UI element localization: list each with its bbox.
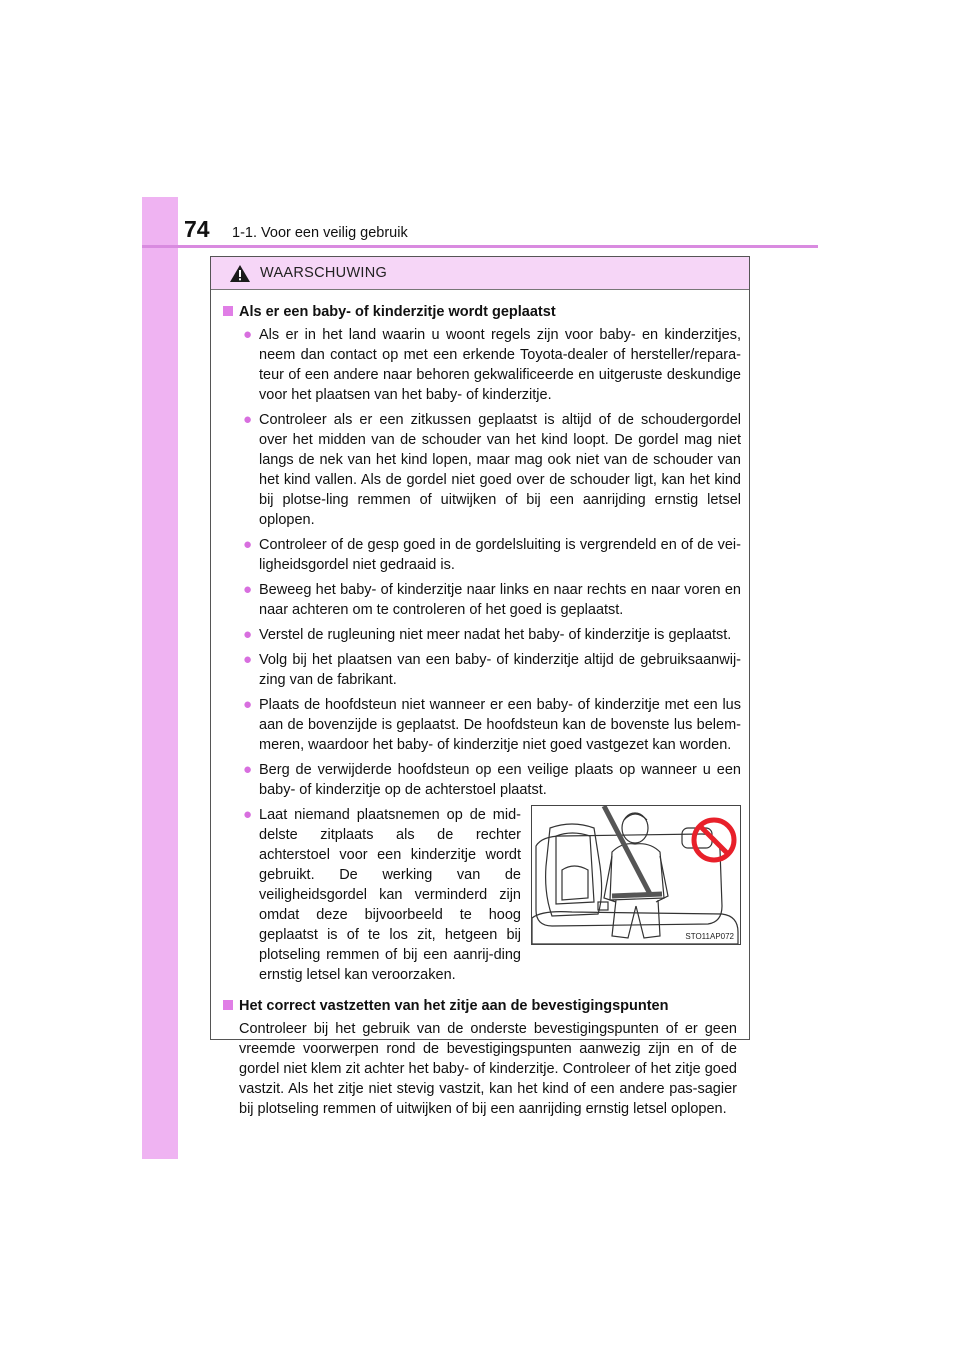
warning-header bbox=[211, 257, 749, 290]
list-item bbox=[241, 625, 741, 645]
illustration-child-seat bbox=[531, 805, 741, 945]
square-bullet-icon bbox=[223, 306, 233, 316]
child-seat-illustration bbox=[532, 806, 740, 944]
list-item bbox=[241, 410, 741, 530]
list-item bbox=[241, 695, 741, 755]
bullet-list bbox=[223, 325, 741, 990]
circle-bullet-icon: ● bbox=[243, 626, 253, 643]
list-item-text: Beweeg het baby- of kinderzitje naar links en naar rechts en naar voren en naar achteren om te controleren of het goed is geplaatst. bbox=[259, 582, 741, 618]
circle-bullet-icon: ● bbox=[243, 326, 253, 343]
section-heading bbox=[223, 996, 741, 1016]
side-tab-strip bbox=[142, 197, 178, 1159]
list-item-text: Volg bij het plaatsen van een baby- of kinderzitje altijd de gebruiksaanwij-zing van de fabrikant. bbox=[259, 652, 741, 688]
list-item bbox=[241, 805, 521, 985]
circle-bullet-icon: ● bbox=[243, 761, 253, 778]
warning-content bbox=[211, 290, 749, 1119]
list-item bbox=[241, 580, 741, 620]
figure-code: STO11AP072 bbox=[685, 932, 734, 941]
square-bullet-icon bbox=[223, 1000, 233, 1010]
list-item bbox=[241, 760, 741, 800]
chapter-title: 1-1. Voor een veilig gebruik bbox=[232, 225, 408, 241]
warning-box bbox=[210, 256, 750, 1117]
warning-triangle-icon bbox=[229, 264, 251, 283]
circle-bullet-icon: ● bbox=[243, 581, 253, 598]
list-item-text: Controleer of de gesp goed in de gordelsluiting is vergrendeld en of de vei-ligheidsgordel niet gedraaid is. bbox=[259, 537, 741, 573]
header-rule bbox=[142, 245, 818, 248]
section-heading bbox=[223, 302, 741, 322]
list-item-text: Laat niemand plaatsnemen op de mid-delste zitplaats als de rechter achterstoel voor een kinderzitje wordt gebruikt. De werking van de veiligheidsgordel kan verminderd zijn omdat deze bijvoorbeeld te hoog geplaatst is of te los zit, hetgeen bij plotseling remmen of bij een aanrij-ding ernstig letsel kan veroorzaken. bbox=[259, 807, 521, 983]
circle-bullet-icon: ● bbox=[243, 651, 253, 668]
circle-bullet-icon: ● bbox=[243, 411, 253, 428]
circle-bullet-icon: ● bbox=[243, 806, 253, 823]
list-item bbox=[241, 535, 741, 575]
section-heading-text: Als er een baby- of kinderzitje wordt geplaatst bbox=[239, 304, 556, 320]
list-item-text: Berg de verwijderde hoofdsteun op een veilige plaats op wanneer u een baby- of kinderzitje op de achterstoel plaatst. bbox=[259, 762, 741, 798]
list-item bbox=[241, 650, 741, 690]
list-item-text: Als er in het land waarin u woont regels zijn voor baby- en kinderzitjes, neem dan contact op met een erkende Toyota-dealer of hersteller/repara-teur of een andere naar behoren gekwalificeerde en uitgeruste deskundige voor het plaatsen van het baby- of kinderzitje. bbox=[259, 327, 741, 403]
list-item-text: Plaats de hoofdsteun niet wanneer er een baby- of kinderzitje met een lus aan de bovenzijde is geplaatst. De hoofdsteun kan de bovenste lus belem-meren, waardoor het baby- of kinderzitje niet goed vastgezet kan worden. bbox=[259, 697, 741, 753]
section-heading-text: Het correct vastzetten van het zitje aan de bevestigingspunten bbox=[239, 998, 669, 1014]
figure-row bbox=[241, 805, 741, 990]
circle-bullet-icon: ● bbox=[243, 696, 253, 713]
page-number: 74 bbox=[184, 216, 210, 242]
list-item bbox=[241, 325, 741, 405]
section-paragraph: Controleer bij het gebruik van de onderste bevestigingspunten of er geen vreemde voorwerpen rond de bevestigingspunten aanwezig zijn en of de gordel niet klem zit achter het baby- of kinderzitje. Controleer of het zitje goed vastzit. Als het zitje niet stevig vastzit, kan het kind of een andere pas-sagier bij plotseling remmen of uitwijken of bij een aanrijding ernstig letsel oplopen. bbox=[239, 1021, 737, 1117]
list-item-text: Verstel de rugleuning niet meer nadat het baby- of kinderzitje is geplaatst. bbox=[259, 627, 732, 643]
circle-bullet-icon: ● bbox=[243, 536, 253, 553]
list-item-text: Controleer als er een zitkussen geplaatst is altijd of de schoudergordel over het midden van de schouder van het kind loopt. De gordel mag niet langs de nek van het kind lopen, maar mag ook niet van de schouder van het kind vallen. Als de gordel niet goed over de schouder ligt, kan het kind bij plotse-ling remmen of uitwijken of bij een aanrijding ernstig letsel oplopen. bbox=[259, 412, 741, 528]
warning-title: WAARSCHUWING bbox=[260, 265, 388, 281]
